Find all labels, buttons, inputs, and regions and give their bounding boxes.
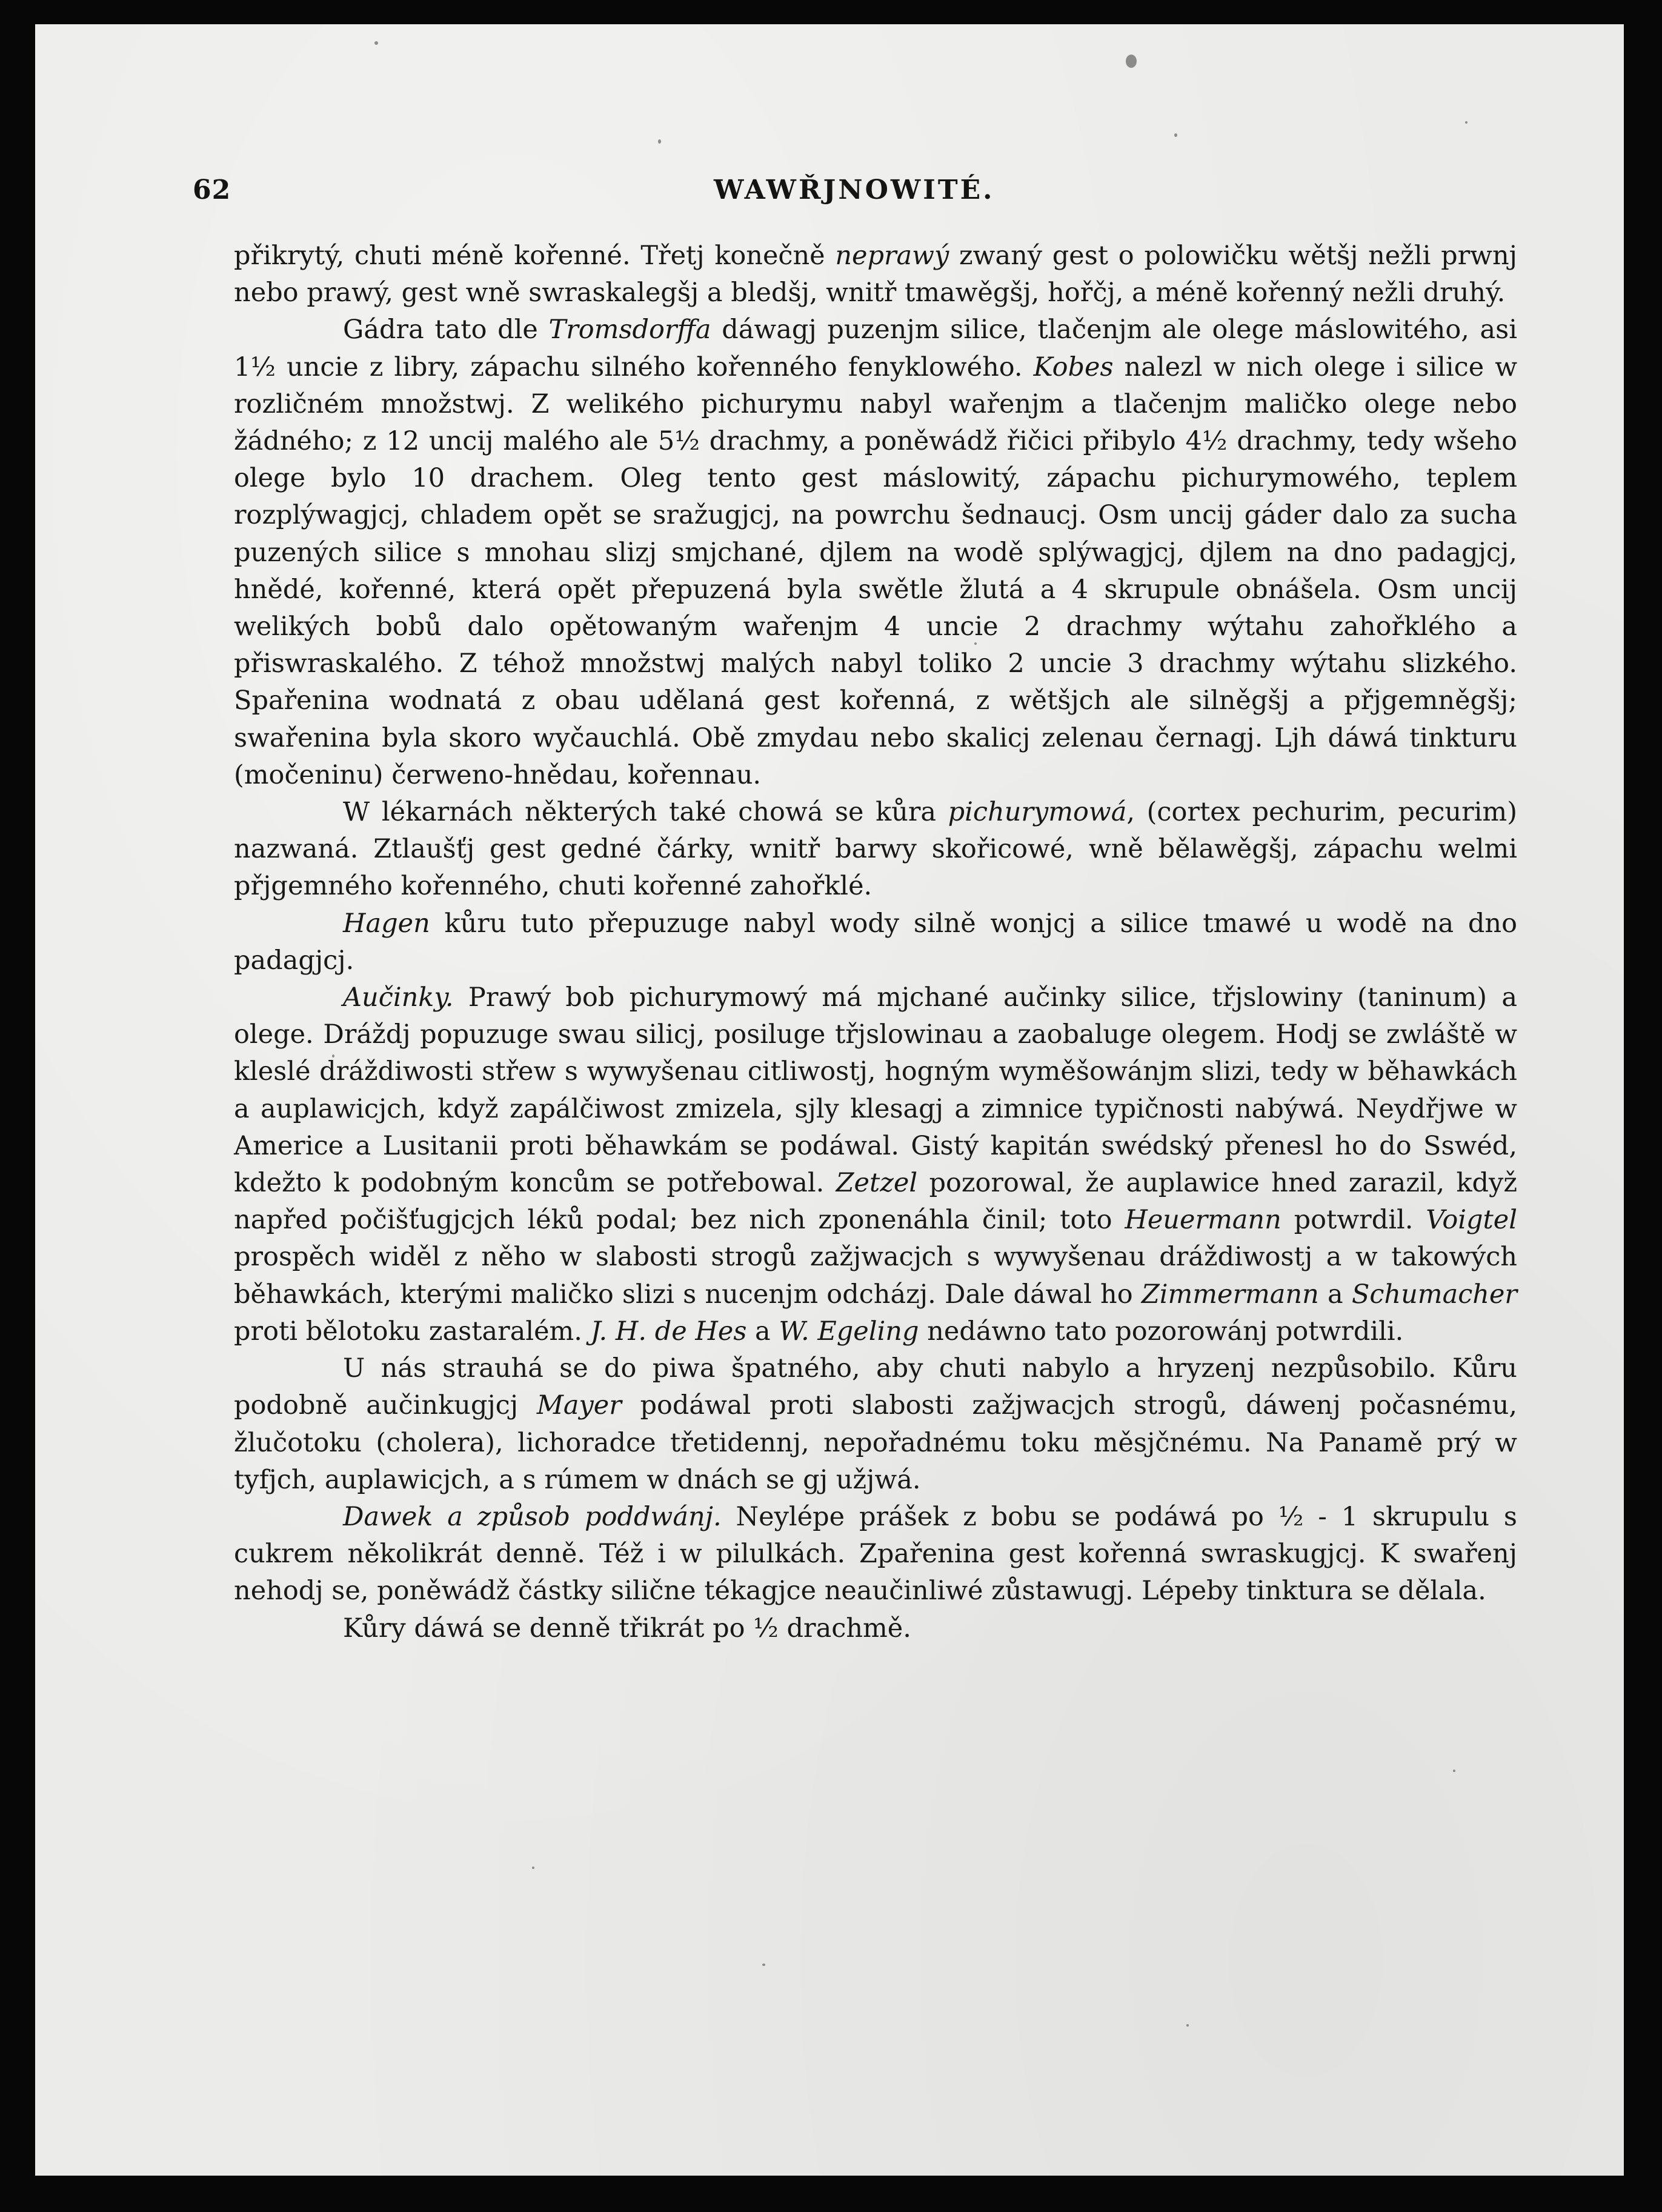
text-run: přikrytý, chuti méně kořenné. Třetj konečně [234, 241, 836, 271]
italic-term: Schumacher [1351, 1279, 1517, 1310]
text-run: U nás strauhá se do piwa špatného, aby chuti nabylo a hryzenj nezpůsobilo. Kůru podobně aučinkugjcj [234, 1353, 1517, 1421]
italic-term: Zimmermann [1141, 1279, 1319, 1310]
paper-speck [762, 1964, 765, 1966]
text-run: dáwagj puzenjm silice, tlačenjm ale olege máslowitého, asi 1½ uncie z libry, zápachu silného kořenného fenyklowého. [234, 315, 1517, 382]
paper-speck [532, 1867, 534, 1869]
paragraph [234, 311, 1517, 794]
paragraph [234, 979, 1517, 1350]
text-run: Kůry dáwá se denně třikrát po ½ drachmě. [343, 1613, 911, 1644]
text-run: a [746, 1316, 779, 1347]
italic-term: Mayer [536, 1390, 622, 1421]
page-number: 62 [193, 175, 231, 205]
paper-speck [1174, 133, 1177, 137]
paper-speck [374, 41, 378, 45]
text-run: kůru tuto přepuzuge nabyl wody silně wonjcj a silice tmawé u wodě na dno padagjcj. [234, 908, 1517, 976]
text-run: Prawý bob pichurymowý má mjchané aučinky silice, třjslowiny (taninum) a olege. Dráždj popuzuge swau silicj, posiluge třjslowinau a zaobaluge olegem. Hodj se zwláště w kleslé dráždiwosti střew s wywyšenau citliwostj, hogným wyměšowánjm slizi, tedy w běhawkách a auplawicjch, když zapálčiwost zmizela, sjly klesagj a zimnice typičnosti nabýwá. Neydřjwe w Americe a Lusitanii proti běhawkám se podáwal. Gistý kapitán swédský přenesl ho do Sswéd, kdežto k podobným koncům se potřebowal. [234, 982, 1517, 1199]
text-run: W lékarnách některých také chowá se kůra [343, 797, 948, 828]
italic-term: Dawek a způsob poddwánj. [343, 1501, 722, 1532]
paragraph [234, 794, 1517, 905]
paragraph [234, 1610, 1517, 1647]
text-run: nedáwno tato pozorowánj potwrdili. [919, 1316, 1404, 1347]
italic-term: Voigtel [1426, 1205, 1518, 1236]
text-run: podáwal proti slabosti zažjwacjch strogů, dáwenj počasnému, žlučotoku (cholera), lichoradce třetidennj, nepořadnému toku měsjčnému. Na Panamě prý w tyfjch, auplawicjch, a s rúmem w dnách se gj užjwá. [234, 1390, 1518, 1495]
page-header [193, 175, 1517, 215]
text-run: Neylépe prášek z bobu se podáwá po ½ - 1 skrupulu s cukrem několikrát denně. Též i w pilulkách. Zpařenina gest kořenná swraskugjcj. K swařenj nehodj se, poněwádž částky silične tékagjce neaučinliwé zůstawugj. Lépeby tinktura se dělala. [234, 1501, 1517, 1607]
paragraph [234, 238, 1517, 311]
italic-term: pichurymowá [948, 797, 1127, 828]
text-run: nalezl w nich olege i silice w rozličném množstwj. Z welikého pichurymu nabyl wařenjm a tlačenjm maličko olege nebo žádného; z 12 uncij malého ale 5½ drachmy, a poněwádž řičici přibylo 4½ drachmy, tedy wšeho olege bylo 10 drachem. Oleg tento gest máslowitý, zápachu pichurymowého, teplem rozplýwagjcj, chladem opět se sražugjcj, na powrchu šednaucj. Osm uncij gáder dalo za sucha puzených silice s mnohau slizj smjchané, djlem na wodě splýwagjcj, djlem na dno padagjcj, hnědé, kořenné, která opět přepuzená byla swětle žlutá a 4 skrupule obnášela. Osm uncij welikých bobů dalo opětowaným wařenjm 4 uncie 2 drachmy wýtahu zahořklého a přiswraskalého. Z téhož množstwj malých nabyl toliko 2 uncie 3 drachmy wýtahu slizkého. Spařenina wodnatá z obau udělaná gest kořenná, z wětšjch ale silněgšj a přjgemněgšj; swařenina byla skoro wyčauchlá. Obě zmydau nebo skalicj zelenau černagj. Ljh dáwá tinkturu (močeninu) čerweno-hnědau, kořennau. [234, 351, 1518, 790]
text-run: proti bělotoku zastaralém. [234, 1316, 591, 1347]
paragraph [234, 905, 1517, 979]
italic-term: Aučinky. [343, 982, 454, 1013]
text-run: potwrdil. [1281, 1205, 1426, 1236]
paragraph [234, 1350, 1517, 1499]
running-title: WAWŘJNOWITÉ. [714, 175, 995, 205]
paper-speck [1186, 2024, 1189, 2027]
italic-term: J. H. de Hes [590, 1316, 747, 1347]
italic-term: Hagen [343, 908, 430, 939]
text-run: , (cortex pechurim, pecurim) nazwaná. Ztlaušťj gest gedné čárky, wnitř barwy skořicowé, wně bělawěgšj, zápachu welmi přjgemného kořenného, chuti kořenné zahořklé. [234, 797, 1517, 902]
text-run: pozorowal, že auplawice hned zarazil, když napřed počišťugjcjch léků podal; bez nich zponenáhla činil; toto [234, 1168, 1517, 1236]
paper-speck [1453, 1770, 1455, 1772]
italic-term: Tromsdorffa [548, 315, 711, 345]
paragraph [234, 1499, 1517, 1610]
text-run: a [1318, 1279, 1352, 1310]
paper-speck [1126, 55, 1137, 68]
body-text [234, 238, 1517, 1647]
text-run: prospěch widěl z něho w slabosti strogů zažjwacjch s wywyšenau dráždiwostj a w takowých běhawkách, kterými maličko slizi s nucenjm odcházj. Dale dáwal ho [234, 1242, 1517, 1310]
italic-term: Kobes [1033, 351, 1114, 382]
italic-term: neprawý [835, 241, 949, 271]
text-run: Gádra tato dle [343, 315, 549, 345]
paper-speck [658, 139, 661, 144]
italic-term: Zetzel [836, 1168, 918, 1199]
italic-term: W. Egeling [779, 1316, 919, 1347]
italic-term: Heuermann [1125, 1205, 1281, 1236]
paper-speck [1465, 121, 1468, 124]
text-run: zwaný gest o polowičku wětšj nežli prwnj nebo prawý, gest wně swraskalegšj a bledšj, wnitř tmawěgšj, hořčj, a méně kořenný nežli druhý. [234, 241, 1517, 308]
